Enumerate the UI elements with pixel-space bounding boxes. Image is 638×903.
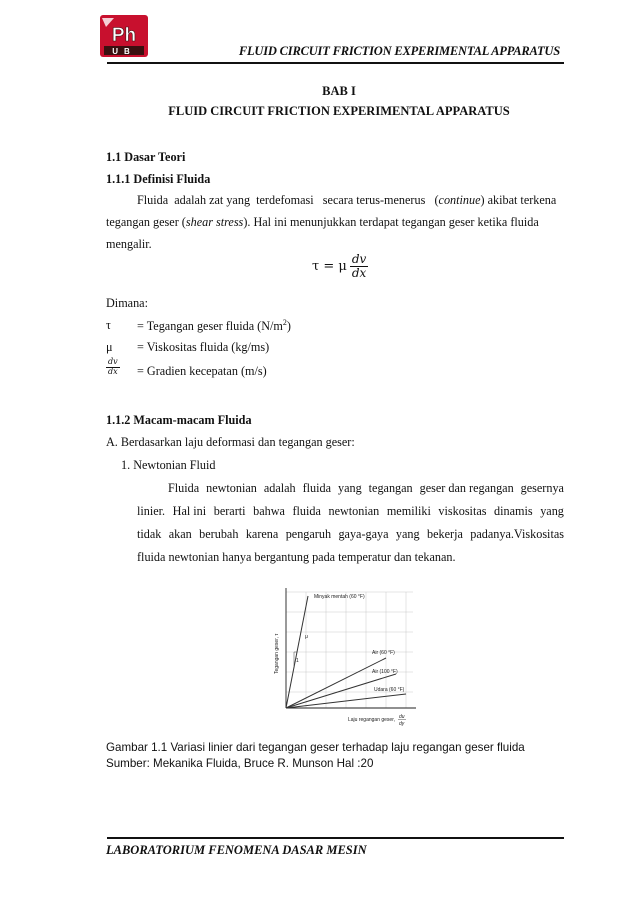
- label-air-60: Udara (60 °F): [374, 687, 405, 693]
- section-heading-1-1-2: 1.1.2 Macam-macam Fluida: [106, 413, 252, 427]
- def-symbol-dvdx: $\frac{dv}{dx}$: [108, 357, 118, 376]
- logo-text: Ph: [111, 25, 137, 46]
- paragraph-line: tidak akan berubah karena pengaruh gaya-gaya yang bekerja padanya.Viskositas: [137, 527, 564, 541]
- paragraph-line: mengalir.: [106, 237, 152, 251]
- mu-label: μ: [305, 634, 308, 640]
- paragraph-line: Fluida adalah zat yang terdefomasi secara terus-menerus (continue) akibat terkena: [137, 193, 557, 207]
- label-water-100: Air (100 °F): [372, 669, 398, 675]
- def-text-dvdx: = Gradien kecepatan (m/s): [137, 364, 267, 378]
- section-heading-1-1: 1.1 Dasar Teori: [106, 150, 186, 164]
- def-symbol-tau: τ: [106, 318, 111, 332]
- header-divider: [107, 62, 564, 64]
- paragraph-line: tegangan geser (shear stress). Hal ini menunjukkan terdapat tegangan geser ketika fluida: [106, 215, 539, 229]
- def-symbol-mu: μ: [106, 340, 113, 354]
- equation-numerator: dv: [351, 252, 367, 266]
- paragraph-line: linier. Hal ini berarti bahwa fluida newtonian memiliki viskositas dinamis yang: [137, 504, 564, 518]
- equation-lhs: τ = μ: [312, 259, 347, 275]
- footer-text: LABORATORIUM FENOMENA DASAR MESIN: [106, 843, 367, 857]
- y-axis-label: Tegangan geser, τ: [274, 633, 280, 674]
- footer-divider: [107, 837, 564, 839]
- equation-denominator: dx: [351, 266, 367, 281]
- one-label: 1: [296, 658, 299, 664]
- subsection-a: A. Berdasarkan laju deformasi dan tegangan geser:: [106, 435, 355, 449]
- x-axis-frac-num: du: [399, 714, 405, 720]
- shear-stress-equation: [312, 253, 368, 280]
- figure-source: Sumber: Mekanika Fluida, Bruce R. Munson Hal :20: [106, 757, 374, 770]
- x-axis-frac-den: dy: [399, 721, 405, 727]
- header-title: FLUID CIRCUIT FRICTION EXPERIMENTAL APPARATUS: [238, 44, 560, 58]
- dimana-label: Dimana:: [106, 296, 148, 310]
- logo-subtext: UB: [112, 47, 136, 56]
- label-crude-oil: Minyak mentah (60 °F): [314, 594, 365, 600]
- paragraph-line: Fluida newtonian adalah fluida yang tegangan geser dan regangan gesernya: [168, 481, 564, 495]
- paragraph-line: fluida newtonian hanya bergantung pada temperatur dan tekanan.: [137, 550, 456, 564]
- x-axis-label: Laju regangan geser,: [348, 717, 395, 723]
- list-item-newtonian: 1. Newtonian Fluid: [121, 458, 216, 472]
- label-water-60: Air (60 °F): [372, 650, 395, 656]
- figure-caption: Gambar 1.1 Variasi linier dari tegangan geser terhadap laju regangan geser fluida: [106, 741, 525, 754]
- def-text-mu: = Viskositas fluida (kg/ms): [137, 340, 270, 354]
- def-text-tau: = Tegangan geser fluida $(N/m^2)$: [137, 318, 291, 334]
- chapter-label: BAB I: [322, 84, 356, 98]
- newtonian-fluid-figure: [268, 582, 428, 732]
- section-heading-1-1-1: 1.1.1 Definisi Fluida: [106, 172, 211, 186]
- university-logo-icon: [100, 15, 148, 57]
- chapter-title: FLUID CIRCUIT FRICTION EXPERIMENTAL APPARATUS: [168, 104, 510, 118]
